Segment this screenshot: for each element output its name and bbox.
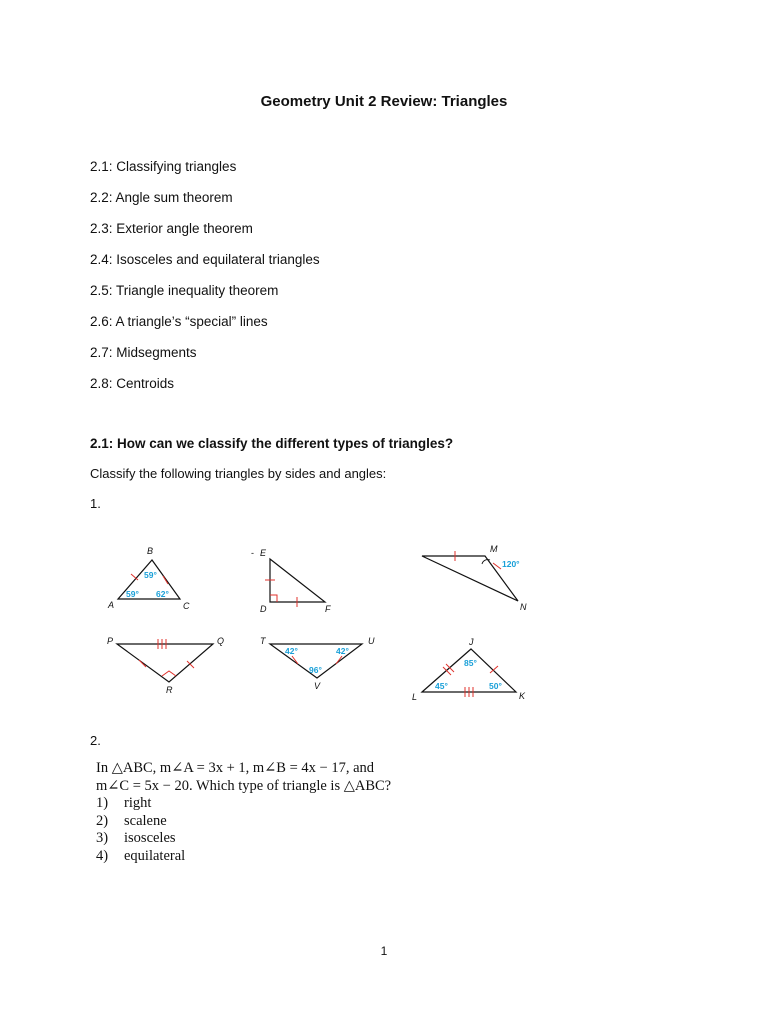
vertex-label: C — [183, 601, 190, 611]
question-stem-line: In △ABC, m∠A = 3x + 1, m∠B = 4x − 17, and — [96, 760, 375, 776]
vertex-label: J — [469, 637, 474, 647]
question-2-number: 2. — [90, 733, 101, 748]
vertex-label: R — [166, 685, 173, 695]
angle-label: 45° — [435, 681, 448, 691]
angle-label: 42° — [285, 646, 298, 656]
angle-label: 59° — [144, 570, 157, 580]
triangle-jkl — [412, 637, 526, 702]
angle-label: 50° — [489, 681, 502, 691]
angle-label: 96° — [309, 665, 322, 675]
triangle-tuv — [260, 636, 375, 691]
answer-choice: 2) scalene — [96, 812, 167, 829]
vertex-label: V — [314, 681, 321, 691]
angle-label: 42° — [336, 646, 349, 656]
topic-item: 2.3: Exterior angle theorem — [90, 221, 253, 236]
question-stem-line: m∠C = 5x − 20. Which type of triangle is △ABC? — [96, 777, 392, 794]
answer-choice: 3) isosceles — [96, 830, 176, 846]
vertex-label: L — [412, 692, 418, 702]
vertex-label: F — [325, 604, 331, 614]
svg-text:-: - — [251, 548, 254, 558]
topic-item: 2.6: A triangle’s “special” lines — [90, 314, 268, 329]
topic-item: 2.5: Triangle inequality theorem — [90, 283, 279, 298]
angle-label: 85° — [464, 658, 477, 668]
triangle-abc — [107, 546, 190, 611]
vertex-label: A — [108, 600, 115, 610]
vertex-label: Q — [217, 636, 225, 646]
angle-label: 59° — [126, 589, 139, 599]
angle-label: 62° — [156, 589, 169, 599]
answer-choice: 1) right — [96, 795, 152, 811]
question-1-number: 1. — [90, 496, 101, 511]
answer-choice: 4) equilateral — [96, 847, 186, 864]
topic-list — [90, 158, 320, 406]
page-title: Geometry Unit 2 Review: Triangles — [260, 93, 508, 110]
angle-label: 120° — [502, 559, 520, 569]
topic-item: 2.2: Angle sum theorem — [90, 190, 233, 205]
answer-choices — [96, 795, 391, 865]
vertex-label: E — [260, 548, 267, 558]
topic-item: 2.7: Midsegments — [90, 345, 197, 360]
vertex-label: M — [490, 544, 498, 554]
vertex-label: N — [520, 602, 527, 612]
topic-item: 2.8: Centroids — [90, 376, 175, 391]
vertex-label: D — [260, 604, 267, 614]
triangle-pqr — [107, 636, 224, 695]
triangle-def — [251, 548, 331, 614]
question-2 — [96, 760, 391, 865]
vertex-label: B — [147, 546, 154, 556]
vertex-label: P — [107, 636, 114, 646]
topic-item: 2.4: Isosceles and equilateral triangles — [90, 252, 320, 267]
topic-item: 2.1: Classifying triangles — [90, 159, 237, 174]
vertex-label: T — [260, 636, 266, 646]
page-number: 1 — [380, 944, 388, 958]
section-heading: 2.1: How can we classify the different types of triangles? — [90, 436, 454, 451]
vertex-label: K — [519, 691, 526, 701]
triangle-mn — [422, 544, 527, 612]
triangle-figures — [0, 530, 768, 710]
vertex-label: U — [368, 636, 375, 646]
instruction-text: Classify the following triangles by sides and angles: — [90, 466, 387, 481]
